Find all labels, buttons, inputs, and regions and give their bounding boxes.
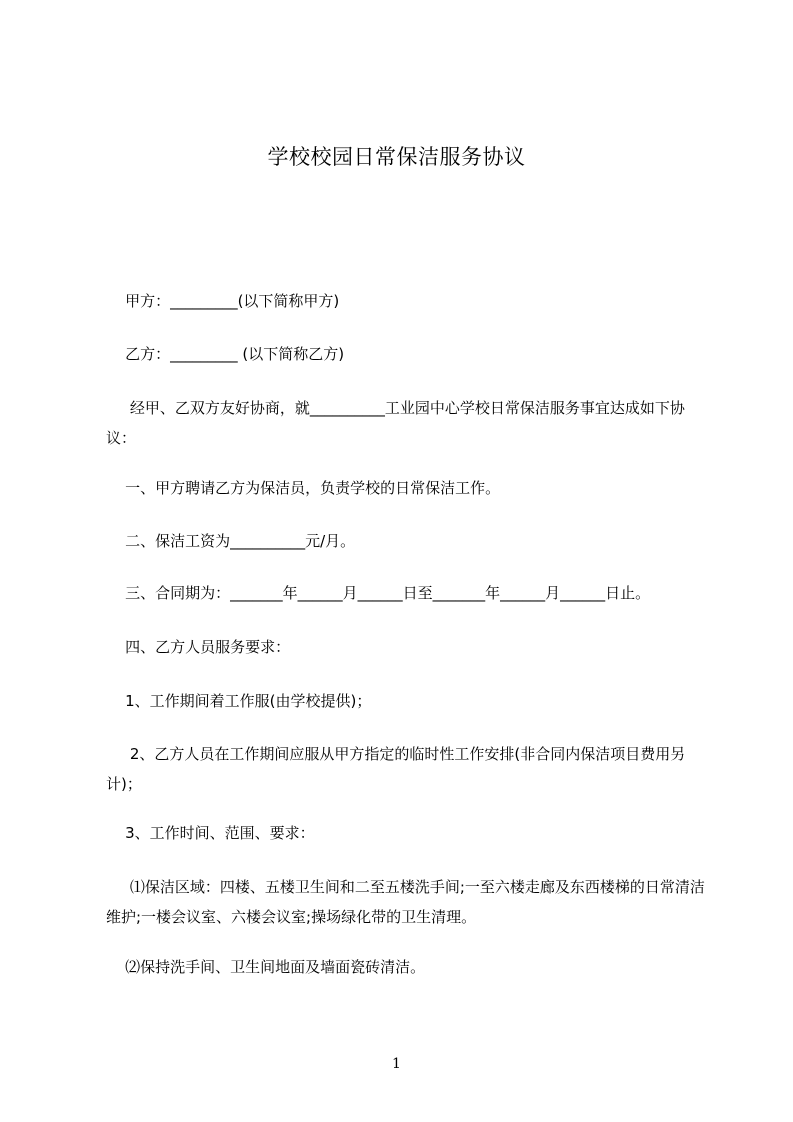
party-b-line: 乙方：_________ (以下简称乙方): [106, 345, 345, 363]
clause-3: 三、合同期为：_______年______月______日至_______年______月______日止。: [106, 584, 651, 602]
requirement-3: 3、工作时间、范围、要求：: [106, 824, 315, 842]
requirement-2: 2、乙方人员在工作期间应服从甲方指定的临时性工作安排(非合同内保洁项目费用另计)；: [106, 745, 686, 793]
document-title: 学校校园日常保洁服务协议: [267, 145, 526, 169]
cleaning-requirement: ⑵保持洗手间、卫生间地面及墙面瓷砖清洁。: [106, 958, 426, 976]
requirement-1: 1、工作期间着工作服(由学校提供)；: [106, 692, 372, 710]
party-a-line: 甲方：_________(以下简称甲方): [106, 292, 340, 310]
intro-paragraph: 经甲、乙双方友好协商，就__________工业园中心学校日常保洁服务事宜达成如下协议：: [106, 399, 685, 447]
clause-4: 四、乙方人员服务要求：: [106, 638, 291, 656]
clause-2: 二、保洁工资为__________元/月。: [106, 532, 356, 550]
cleaning-area: ⑴保洁区域：四楼、五楼卫生间和二至五楼洗手间;一至六楼走廊及东西楼梯的日常清洁维护;一楼会议室、六楼会议室;操场绿化带的卫生清理。: [106, 878, 705, 926]
page-number: 1: [392, 1056, 401, 1072]
clause-1: 一、甲方聘请乙方为保洁员，负责学校的日常保洁工作。: [106, 479, 501, 497]
